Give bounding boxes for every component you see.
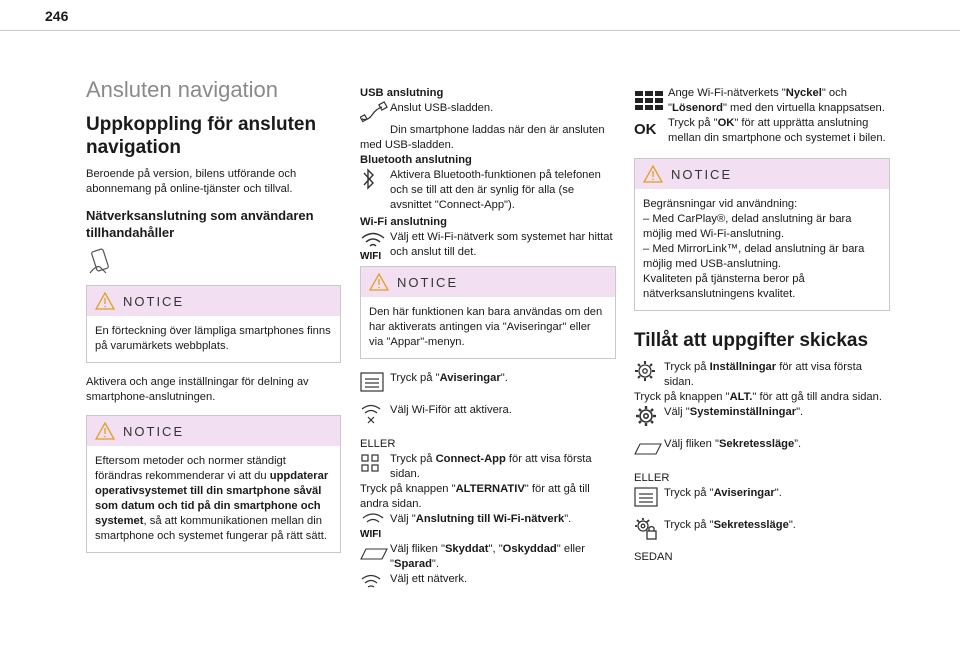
step-bold: ALTERNATIV bbox=[455, 483, 525, 495]
notice-box-2 bbox=[86, 415, 341, 553]
tab-icon bbox=[634, 437, 664, 459]
step-select-network bbox=[360, 572, 616, 594]
notice-body: Den här funktionen kan bara användas om den har aktiverats antingen via "Aviseringar" eller via "Appar"-menyn. bbox=[369, 306, 603, 348]
keyboard-icon bbox=[634, 86, 668, 116]
page-number: 246 bbox=[45, 8, 69, 24]
usb-line-2: Din smartphone laddas när den är ansluten med USB-sladden. bbox=[360, 124, 605, 151]
usb-line-1: Anslut USB-sladden. bbox=[390, 102, 494, 114]
step-bold: Aviseringar bbox=[713, 487, 775, 499]
step-privacy-mode bbox=[634, 518, 890, 540]
settings-gear-icon bbox=[634, 360, 664, 382]
svg-text:WIFI: WIFI bbox=[360, 529, 382, 538]
step-tabs bbox=[360, 542, 616, 572]
wifi-icon bbox=[360, 403, 390, 425]
smartphone-icon bbox=[86, 247, 341, 275]
step-bold: Sekretessläge bbox=[718, 438, 795, 450]
wifi-icon bbox=[360, 230, 390, 260]
notice-header bbox=[361, 267, 615, 297]
step-connect-app bbox=[360, 452, 616, 482]
step-text: Välj ett nätverk. bbox=[390, 573, 468, 585]
step-text: Välj " bbox=[664, 406, 690, 418]
connected-nav-heading: Uppkoppling för ansluten navigation bbox=[86, 114, 317, 158]
wifi-icon bbox=[360, 572, 390, 594]
step-text: ". bbox=[500, 372, 508, 384]
step-notifications bbox=[360, 371, 616, 393]
step-text: Tryck på bbox=[390, 453, 436, 465]
notice-box-3 bbox=[360, 266, 616, 359]
step-bold: Inställningar bbox=[709, 361, 777, 373]
notice-header bbox=[87, 286, 340, 316]
step-text: ". bbox=[431, 558, 440, 570]
step-text: Tryck på " bbox=[664, 487, 714, 499]
step-bold: Oskyddad bbox=[502, 543, 557, 555]
step-text: ". bbox=[774, 487, 782, 499]
step-text: ". bbox=[788, 519, 796, 531]
notifications-icon bbox=[634, 486, 664, 508]
warning-triangle-icon bbox=[369, 273, 389, 291]
notice-box-4 bbox=[634, 158, 890, 311]
wifi-heading: Wi-Fi anslutning bbox=[360, 216, 447, 228]
step-text: Tryck på knappen " bbox=[634, 391, 730, 403]
notice-line: – Med CarPlay®, delad anslutning är bara möjlig med Wi-Fi-anslutning. bbox=[643, 213, 852, 240]
privacy-icon bbox=[634, 518, 664, 540]
notice-label: NOTICE bbox=[123, 423, 185, 439]
step-bold: Sekretessläge bbox=[713, 519, 789, 531]
or-label: ELLER bbox=[634, 472, 670, 484]
intro-text: Beroende på version, bilens utförande och abonnemang på online-tjänster och tillval. bbox=[86, 168, 297, 195]
bluetooth-text: Aktivera Bluetooth-funktionen på telefonen och se till att den är synlig för alla (se avsnittet "Connect-App"). bbox=[390, 169, 601, 211]
notice-body: En förteckning över lämpliga smartphones finns på varumärkets webbplats. bbox=[95, 325, 331, 352]
column-2 bbox=[360, 86, 616, 598]
section-title: Ansluten navigation bbox=[86, 77, 279, 102]
step-bold: Nyckel bbox=[785, 87, 822, 99]
step-bold: Sparad bbox=[393, 558, 432, 570]
notifications-icon bbox=[360, 371, 390, 393]
ok-icon-text: OK bbox=[634, 120, 657, 138]
notice-body bbox=[635, 189, 889, 310]
wifi-text: Välj ett Wi-Fi-nätverk som systemet har hittat och anslut till det. bbox=[390, 231, 613, 258]
connect-app-icon bbox=[360, 452, 390, 474]
step-privacy-tab bbox=[634, 437, 890, 459]
step-text: för att visa första sidan. bbox=[664, 361, 862, 388]
step-text: ". bbox=[564, 513, 572, 525]
or-label: ELLER bbox=[360, 438, 396, 450]
step-text: Välj fliken " bbox=[390, 543, 445, 555]
step-text: " med den virtuella knappsatsen. bbox=[722, 102, 885, 114]
step-bold: Skyddat bbox=[444, 543, 489, 555]
step-text: ", " bbox=[488, 543, 503, 555]
bluetooth-row bbox=[360, 168, 616, 213]
notice-line: Kvaliteten på tjänsterna beror på nätverksanslutningens kvalitet. bbox=[643, 273, 805, 300]
tab-icon bbox=[360, 542, 390, 564]
step-text: Tryck på " bbox=[390, 372, 440, 384]
wifi-row bbox=[360, 230, 616, 260]
step-bold: OK bbox=[717, 117, 735, 129]
step-bold: Systeminställningar bbox=[689, 406, 797, 418]
warning-triangle-icon bbox=[643, 165, 663, 183]
step-wifi-activate bbox=[360, 403, 616, 425]
step-bold: Lösenord bbox=[671, 102, 723, 114]
notice-box-1 bbox=[86, 285, 341, 363]
svg-text:WIFI: WIFI bbox=[360, 251, 382, 260]
notice-header bbox=[87, 416, 340, 446]
column-1 bbox=[86, 77, 341, 565]
step-text: " för att gå till andra sidan. bbox=[752, 391, 882, 403]
step-bold: Connect-App bbox=[435, 453, 506, 465]
key-row bbox=[634, 86, 890, 116]
step-text: " för att gå till andra sidan. bbox=[360, 483, 590, 510]
then-label: SEDAN bbox=[634, 551, 673, 563]
notice-bold-text: uppdaterar operativsystemet till din smartphone såväl som datum och tid på din smartphone och systemet bbox=[95, 470, 329, 527]
step-text: " eller " bbox=[390, 543, 585, 570]
notice-line: Begränsningar vid användning: bbox=[643, 198, 798, 210]
usb-heading: USB anslutning bbox=[360, 87, 444, 99]
header-divider bbox=[0, 30, 960, 31]
notice-label: NOTICE bbox=[671, 166, 733, 182]
step-text: Välj Wi-Fiför att aktivera. bbox=[390, 404, 512, 416]
step-text: Tryck på bbox=[664, 361, 710, 373]
step-text: Tryck på " bbox=[668, 117, 718, 129]
user-network-heading: Nätverksanslutning som användaren tillhandahåller bbox=[86, 208, 314, 240]
step-text: Välj fliken " bbox=[664, 438, 719, 450]
step-notifications bbox=[634, 486, 890, 508]
notice-label: NOTICE bbox=[123, 293, 185, 309]
step-text: ”. bbox=[794, 438, 802, 450]
step-text: " och " bbox=[668, 87, 847, 114]
step-text: för att visa första sidan. bbox=[390, 453, 592, 480]
share-settings-text: Aktivera och ange inställningar för delning av smartphone-anslutningen. bbox=[86, 376, 309, 403]
wifi-icon bbox=[360, 512, 390, 538]
notice-header bbox=[635, 159, 889, 189]
step-text: " för att upprätta anslutning mellan din smartphone och systemet i bilen. bbox=[668, 117, 886, 144]
notice-line: – Med MirrorLink™, delad anslutning är bara möjlig med USB-anslutning. bbox=[643, 243, 865, 270]
step-bold: ALT. bbox=[729, 391, 753, 403]
step-text: ". bbox=[796, 406, 804, 418]
step-text: Välj " bbox=[390, 513, 416, 525]
usb-row bbox=[360, 101, 616, 123]
step-bold: Aviseringar bbox=[439, 372, 501, 384]
warning-triangle-icon bbox=[95, 292, 115, 310]
notice-body bbox=[87, 446, 340, 552]
notice-text: Eftersom metoder och normer ständigt förändras rekommenderar vi att du bbox=[95, 455, 286, 482]
step-wifi-network bbox=[360, 512, 616, 538]
settings-gear-icon bbox=[634, 405, 664, 427]
ok-icon bbox=[634, 116, 668, 142]
step-text: Tryck på " bbox=[664, 519, 714, 531]
step-text: Ange Wi-Fi-nätverkets " bbox=[668, 87, 786, 99]
bluetooth-heading: Bluetooth anslutning bbox=[360, 154, 472, 166]
notice-text: , så att kommunikationen mellan din smartphone och systemet fungerar på rätt sätt. bbox=[95, 515, 327, 542]
notice-label: NOTICE bbox=[397, 274, 459, 290]
step-bold: Anslutning till Wi-Fi-nätverk bbox=[415, 513, 565, 525]
column-3 bbox=[634, 86, 890, 565]
usb-cable-icon bbox=[360, 101, 390, 123]
allow-data-heading: Tillåt att uppgifter skickas bbox=[634, 330, 869, 351]
step-text: Tryck på knappen " bbox=[360, 483, 456, 495]
step-system-settings bbox=[634, 405, 890, 427]
ok-row bbox=[634, 116, 890, 146]
bluetooth-icon bbox=[360, 168, 390, 190]
step-settings bbox=[634, 360, 890, 390]
warning-triangle-icon bbox=[95, 422, 115, 440]
